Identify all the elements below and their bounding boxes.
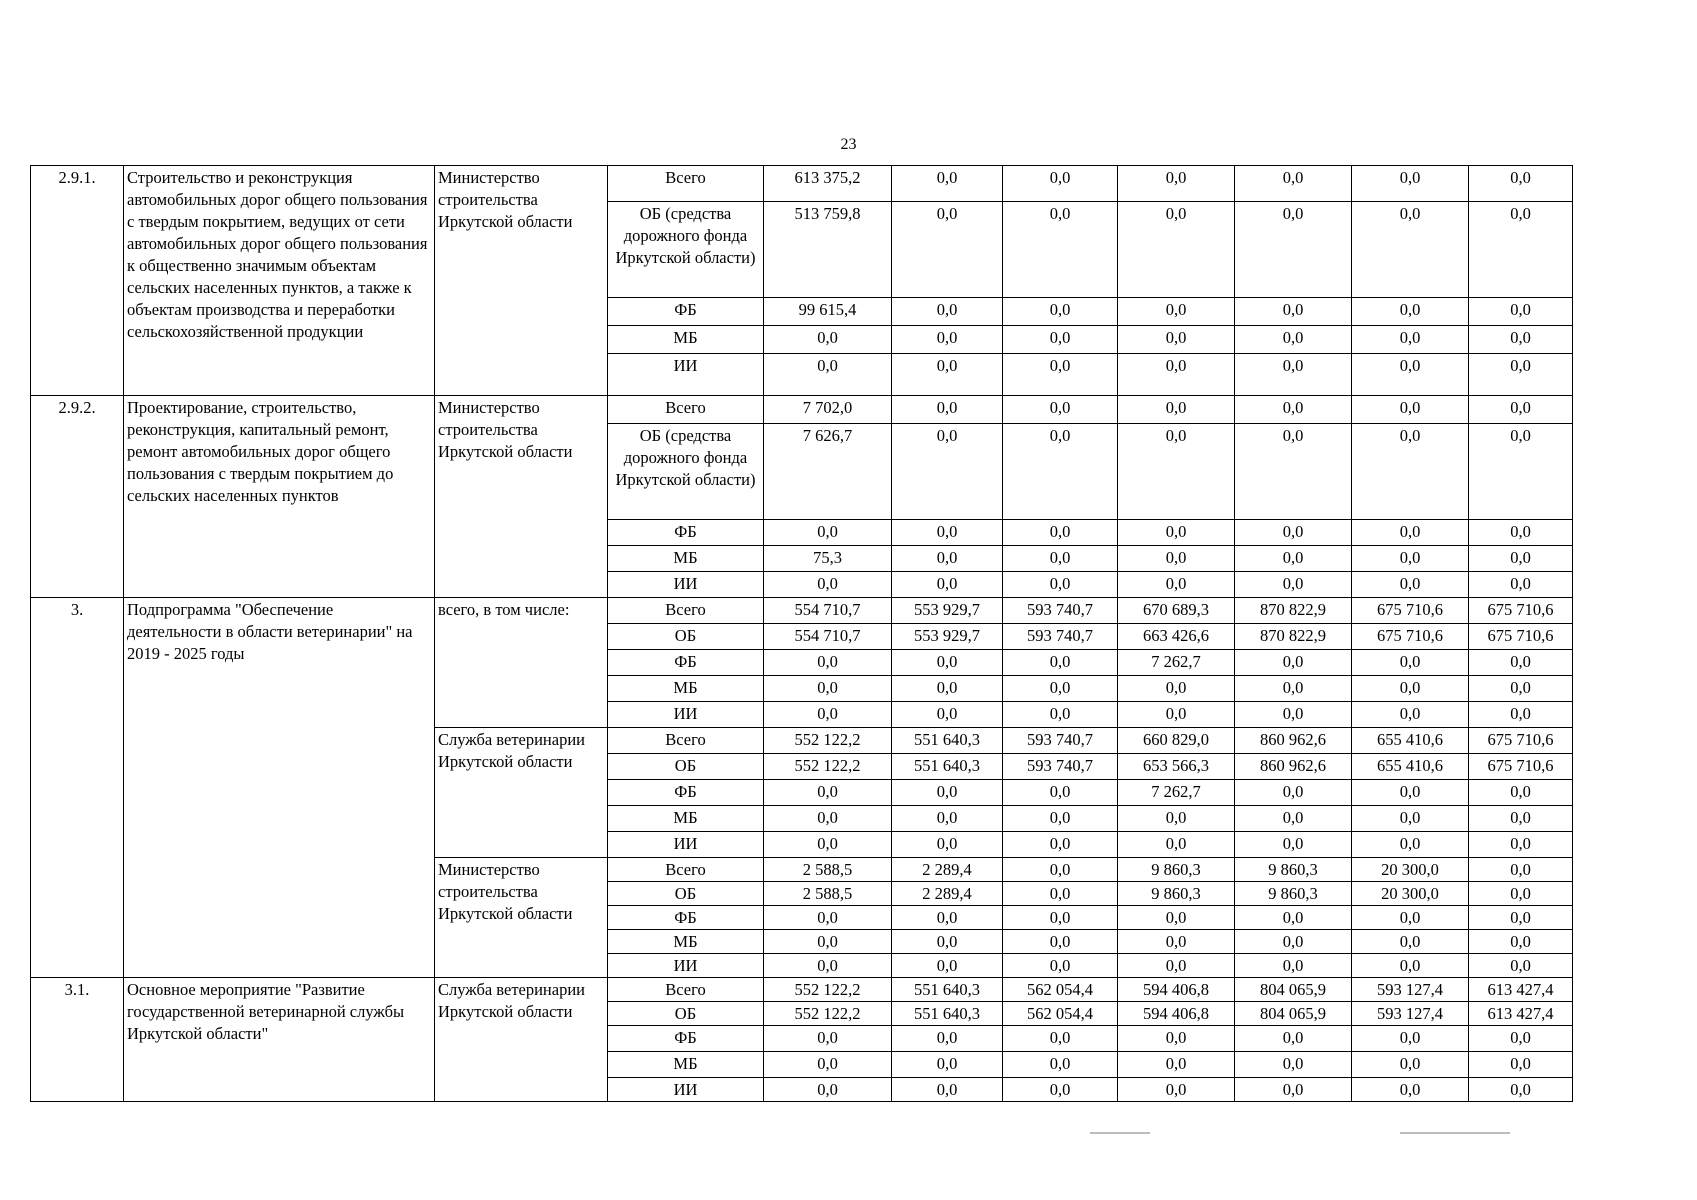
amount-cell: 594 406,8 — [1118, 978, 1235, 1002]
amount-cell: 0,0 — [1118, 906, 1235, 930]
amount-cell: 0,0 — [764, 1078, 892, 1102]
amount-cell: 0,0 — [1118, 424, 1235, 520]
amount-cell: 0,0 — [892, 650, 1003, 676]
amount-cell: 0,0 — [1352, 202, 1469, 298]
amount-cell: 0,0 — [1352, 1052, 1469, 1078]
amount-cell: 0,0 — [1235, 1078, 1352, 1102]
amount-cell: 0,0 — [1118, 930, 1235, 954]
funding-source: МБ — [608, 546, 764, 572]
amount-cell: 593 740,7 — [1003, 598, 1118, 624]
amount-cell: 0,0 — [1352, 832, 1469, 858]
item-number: 3.1. — [31, 978, 124, 1102]
amount-cell: 663 426,6 — [1118, 624, 1235, 650]
amount-cell: 9 860,3 — [1118, 858, 1235, 882]
amount-cell: 804 065,9 — [1235, 1002, 1352, 1026]
amount-cell: 0,0 — [892, 396, 1003, 424]
funding-source: Всего — [608, 396, 764, 424]
amount-cell: 0,0 — [1003, 424, 1118, 520]
amount-cell: 613 427,4 — [1469, 978, 1573, 1002]
amount-cell: 675 710,6 — [1352, 624, 1469, 650]
amount-cell: 660 829,0 — [1118, 728, 1235, 754]
amount-cell: 0,0 — [1469, 546, 1573, 572]
amount-cell: 551 640,3 — [892, 1002, 1003, 1026]
amount-cell: 0,0 — [892, 806, 1003, 832]
funding-source: ИИ — [608, 572, 764, 598]
funding-source: ФБ — [608, 780, 764, 806]
amount-cell: 0,0 — [1352, 298, 1469, 326]
amount-cell: 0,0 — [1352, 520, 1469, 546]
amount-cell: 0,0 — [1469, 906, 1573, 930]
amount-cell: 0,0 — [892, 1026, 1003, 1052]
amount-cell: 0,0 — [764, 806, 892, 832]
amount-cell: 0,0 — [892, 1052, 1003, 1078]
amount-cell: 0,0 — [1352, 650, 1469, 676]
amount-cell: 0,0 — [1469, 858, 1573, 882]
amount-cell: 0,0 — [1352, 1026, 1469, 1052]
funding-source: МБ — [608, 1052, 764, 1078]
table-row — [31, 598, 1573, 624]
amount-cell: 0,0 — [892, 166, 1003, 202]
amount-cell: 0,0 — [1469, 1052, 1573, 1078]
funding-source: МБ — [608, 676, 764, 702]
amount-cell: 0,0 — [1352, 166, 1469, 202]
amount-cell: 0,0 — [1469, 298, 1573, 326]
amount-cell: 0,0 — [764, 326, 892, 354]
amount-cell: 0,0 — [1003, 954, 1118, 978]
amount-cell: 7 262,7 — [1118, 780, 1235, 806]
amount-cell: 0,0 — [1003, 202, 1118, 298]
funding-source: ФБ — [608, 1026, 764, 1052]
amount-cell: 551 640,3 — [892, 728, 1003, 754]
amount-cell: 0,0 — [1118, 832, 1235, 858]
amount-cell: 670 689,3 — [1118, 598, 1235, 624]
funding-source: ОБ (средства дорожного фонда Иркутской области) — [608, 202, 764, 298]
amount-cell: 0,0 — [1352, 572, 1469, 598]
amount-cell: 0,0 — [1118, 354, 1235, 396]
amount-cell: 75,3 — [764, 546, 892, 572]
amount-cell: 0,0 — [892, 326, 1003, 354]
amount-cell: 0,0 — [1235, 1052, 1352, 1078]
amount-cell: 0,0 — [764, 832, 892, 858]
funding-source: ИИ — [608, 702, 764, 728]
amount-cell: 0,0 — [1118, 572, 1235, 598]
amount-cell: 7 626,7 — [764, 424, 892, 520]
amount-cell: 0,0 — [1352, 676, 1469, 702]
amount-cell: 0,0 — [1235, 780, 1352, 806]
amount-cell: 0,0 — [1469, 702, 1573, 728]
amount-cell: 0,0 — [1469, 780, 1573, 806]
amount-cell: 0,0 — [1003, 1052, 1118, 1078]
funding-source: Всего — [608, 978, 764, 1002]
amount-cell: 2 588,5 — [764, 882, 892, 906]
amount-cell: 0,0 — [1235, 326, 1352, 354]
funding-source: ФБ — [608, 650, 764, 676]
amount-cell: 0,0 — [892, 572, 1003, 598]
amount-cell: 0,0 — [1469, 326, 1573, 354]
amount-cell: 860 962,6 — [1235, 728, 1352, 754]
table-row — [31, 978, 1573, 1002]
amount-cell: 552 122,2 — [764, 728, 892, 754]
amount-cell: 0,0 — [764, 520, 892, 546]
amount-cell: 870 822,9 — [1235, 624, 1352, 650]
amount-cell: 0,0 — [1235, 396, 1352, 424]
amount-cell: 0,0 — [1118, 166, 1235, 202]
amount-cell: 0,0 — [1469, 1026, 1573, 1052]
funding-source: ОБ — [608, 624, 764, 650]
amount-cell: 0,0 — [1352, 702, 1469, 728]
amount-cell: 593 740,7 — [1003, 754, 1118, 780]
amount-cell: 0,0 — [1118, 954, 1235, 978]
amount-cell: 870 822,9 — [1235, 598, 1352, 624]
amount-cell: 0,0 — [1235, 930, 1352, 954]
amount-cell: 0,0 — [1469, 806, 1573, 832]
amount-cell: 7 262,7 — [1118, 650, 1235, 676]
amount-cell: 0,0 — [764, 906, 892, 930]
amount-cell: 0,0 — [1352, 354, 1469, 396]
amount-cell: 0,0 — [1003, 858, 1118, 882]
amount-cell: 0,0 — [1352, 906, 1469, 930]
amount-cell: 0,0 — [1003, 806, 1118, 832]
amount-cell: 655 410,6 — [1352, 754, 1469, 780]
scan-artifact — [1400, 1132, 1510, 1134]
amount-cell: 0,0 — [1352, 326, 1469, 354]
table-row — [31, 396, 1573, 424]
amount-cell: 594 406,8 — [1118, 1002, 1235, 1026]
amount-cell: 0,0 — [764, 702, 892, 728]
amount-cell: 0,0 — [1118, 806, 1235, 832]
item-number: 3. — [31, 598, 124, 978]
amount-cell: 0,0 — [1352, 780, 1469, 806]
amount-cell: 0,0 — [1118, 676, 1235, 702]
amount-cell: 0,0 — [1235, 806, 1352, 832]
amount-cell: 0,0 — [1003, 1078, 1118, 1102]
amount-cell: 562 054,4 — [1003, 978, 1118, 1002]
amount-cell: 0,0 — [1118, 1026, 1235, 1052]
amount-cell: 553 929,7 — [892, 598, 1003, 624]
funding-source: Всего — [608, 858, 764, 882]
amount-cell: 0,0 — [1235, 424, 1352, 520]
funding-source: ОБ (средства дорожного фонда Иркутской области) — [608, 424, 764, 520]
amount-cell: 0,0 — [1469, 650, 1573, 676]
amount-cell: 0,0 — [1118, 520, 1235, 546]
amount-cell: 0,0 — [1352, 806, 1469, 832]
funding-source: ФБ — [608, 298, 764, 326]
amount-cell: 2 289,4 — [892, 882, 1003, 906]
responsible-executor: Министерство строительства Иркутской области — [435, 396, 608, 598]
funding-source: ИИ — [608, 954, 764, 978]
amount-cell: 0,0 — [1003, 650, 1118, 676]
amount-cell: 0,0 — [1469, 202, 1573, 298]
amount-cell: 0,0 — [1003, 832, 1118, 858]
amount-cell: 513 759,8 — [764, 202, 892, 298]
amount-cell: 0,0 — [1469, 396, 1573, 424]
amount-cell: 0,0 — [764, 354, 892, 396]
amount-cell: 0,0 — [1469, 354, 1573, 396]
amount-cell: 0,0 — [1235, 832, 1352, 858]
amount-cell: 0,0 — [764, 930, 892, 954]
amount-cell: 593 740,7 — [1003, 624, 1118, 650]
amount-cell: 0,0 — [1352, 930, 1469, 954]
item-name: Подпрограмма "Обеспечение деятельности в области ветеринарии" на 2019 - 2025 годы — [124, 598, 435, 978]
amount-cell: 0,0 — [892, 546, 1003, 572]
amount-cell: 0,0 — [1118, 202, 1235, 298]
responsible-executor: Министерство строительства Иркутской области — [435, 858, 608, 978]
amount-cell: 562 054,4 — [1003, 1002, 1118, 1026]
amount-cell: 0,0 — [1469, 676, 1573, 702]
amount-cell: 0,0 — [1235, 1026, 1352, 1052]
amount-cell: 0,0 — [892, 424, 1003, 520]
amount-cell: 554 710,7 — [764, 624, 892, 650]
funding-source: ОБ — [608, 754, 764, 780]
amount-cell: 0,0 — [1118, 396, 1235, 424]
funding-source: МБ — [608, 806, 764, 832]
amount-cell: 20 300,0 — [1352, 858, 1469, 882]
amount-cell: 551 640,3 — [892, 978, 1003, 1002]
amount-cell: 0,0 — [764, 954, 892, 978]
amount-cell: 0,0 — [1235, 676, 1352, 702]
amount-cell: 0,0 — [764, 780, 892, 806]
amount-cell: 0,0 — [1003, 702, 1118, 728]
amount-cell: 675 710,6 — [1469, 598, 1573, 624]
amount-cell: 0,0 — [764, 650, 892, 676]
amount-cell: 0,0 — [892, 954, 1003, 978]
amount-cell: 0,0 — [1235, 546, 1352, 572]
funding-source: ИИ — [608, 354, 764, 396]
amount-cell: 0,0 — [1235, 354, 1352, 396]
amount-cell: 0,0 — [1003, 354, 1118, 396]
responsible-executor: всего, в том числе: — [435, 598, 608, 728]
funding-source: МБ — [608, 930, 764, 954]
page-number: 23 — [840, 136, 857, 153]
amount-cell: 9 860,3 — [1118, 882, 1235, 906]
funding-source: Всего — [608, 598, 764, 624]
amount-cell: 0,0 — [1469, 954, 1573, 978]
amount-cell: 0,0 — [1235, 650, 1352, 676]
budget-table — [30, 165, 1573, 1102]
amount-cell: 99 615,4 — [764, 298, 892, 326]
amount-cell: 0,0 — [892, 702, 1003, 728]
amount-cell: 0,0 — [892, 1078, 1003, 1102]
amount-cell: 0,0 — [892, 354, 1003, 396]
amount-cell: 0,0 — [1003, 520, 1118, 546]
amount-cell: 552 122,2 — [764, 754, 892, 780]
amount-cell: 0,0 — [892, 520, 1003, 546]
amount-cell: 0,0 — [1118, 298, 1235, 326]
funding-source: ОБ — [608, 1002, 764, 1026]
item-name: Проектирование, строительство, реконструкция, капитальный ремонт, ремонт автомобильных дорог общего пользования с твердым покрытием до сельских населенных пунктов — [124, 396, 435, 598]
funding-source: ФБ — [608, 906, 764, 930]
amount-cell: 613 375,2 — [764, 166, 892, 202]
amount-cell: 0,0 — [1003, 906, 1118, 930]
funding-source: ОБ — [608, 882, 764, 906]
amount-cell: 0,0 — [1469, 930, 1573, 954]
amount-cell: 804 065,9 — [1235, 978, 1352, 1002]
amount-cell: 0,0 — [1235, 572, 1352, 598]
amount-cell: 0,0 — [892, 906, 1003, 930]
item-name: Строительство и реконструкция автомобильных дорог общего пользования с твердым покрытием, ведущих от сети автомобильных дорог общего пользования к общественно значимым объектам сельских населенных пунктов, а также к объектам производства и переработки сельскохозяйственной продукции — [124, 166, 435, 396]
funding-source: ИИ — [608, 832, 764, 858]
amount-cell: 0,0 — [1469, 1078, 1573, 1102]
amount-cell: 0,0 — [1003, 930, 1118, 954]
amount-cell: 0,0 — [764, 1052, 892, 1078]
amount-cell: 0,0 — [1469, 520, 1573, 546]
item-number: 2.9.2. — [31, 396, 124, 598]
amount-cell: 0,0 — [1118, 326, 1235, 354]
amount-cell: 655 410,6 — [1352, 728, 1469, 754]
amount-cell: 0,0 — [1235, 954, 1352, 978]
amount-cell: 0,0 — [1469, 572, 1573, 598]
amount-cell: 0,0 — [1235, 702, 1352, 728]
amount-cell: 9 860,3 — [1235, 882, 1352, 906]
responsible-executor: Служба ветеринарии Иркутской области — [435, 978, 608, 1102]
item-number: 2.9.1. — [31, 166, 124, 396]
amount-cell: 553 929,7 — [892, 624, 1003, 650]
amount-cell: 653 566,3 — [1118, 754, 1235, 780]
amount-cell: 0,0 — [892, 930, 1003, 954]
amount-cell: 0,0 — [892, 676, 1003, 702]
amount-cell: 593 127,4 — [1352, 1002, 1469, 1026]
amount-cell: 0,0 — [764, 1026, 892, 1052]
amount-cell: 0,0 — [1003, 298, 1118, 326]
amount-cell: 0,0 — [1352, 1078, 1469, 1102]
amount-cell: 554 710,7 — [764, 598, 892, 624]
scan-artifact — [1090, 1132, 1150, 1134]
amount-cell: 9 860,3 — [1235, 858, 1352, 882]
amount-cell: 0,0 — [1003, 166, 1118, 202]
amount-cell: 0,0 — [1235, 166, 1352, 202]
amount-cell: 0,0 — [1118, 1052, 1235, 1078]
amount-cell: 0,0 — [1003, 396, 1118, 424]
amount-cell: 0,0 — [1003, 546, 1118, 572]
amount-cell: 0,0 — [1469, 424, 1573, 520]
amount-cell: 0,0 — [1235, 298, 1352, 326]
amount-cell: 675 710,6 — [1469, 624, 1573, 650]
responsible-executor: Служба ветеринарии Иркутской области — [435, 728, 608, 858]
amount-cell: 0,0 — [1352, 396, 1469, 424]
funding-source: ФБ — [608, 520, 764, 546]
amount-cell: 0,0 — [1352, 424, 1469, 520]
item-name: Основное мероприятие "Развитие государственной ветеринарной службы Иркутской области" — [124, 978, 435, 1102]
amount-cell: 0,0 — [892, 202, 1003, 298]
amount-cell: 0,0 — [1235, 906, 1352, 930]
amount-cell: 675 710,6 — [1469, 754, 1573, 780]
amount-cell: 551 640,3 — [892, 754, 1003, 780]
amount-cell: 0,0 — [1235, 520, 1352, 546]
amount-cell: 0,0 — [1003, 572, 1118, 598]
amount-cell: 0,0 — [892, 298, 1003, 326]
amount-cell: 552 122,2 — [764, 978, 892, 1002]
amount-cell: 7 702,0 — [764, 396, 892, 424]
amount-cell: 0,0 — [1118, 702, 1235, 728]
responsible-executor: Министерство строительства Иркутской области — [435, 166, 608, 396]
amount-cell: 860 962,6 — [1235, 754, 1352, 780]
amount-cell: 593 127,4 — [1352, 978, 1469, 1002]
amount-cell: 0,0 — [1003, 1026, 1118, 1052]
amount-cell: 0,0 — [764, 676, 892, 702]
amount-cell: 0,0 — [1003, 326, 1118, 354]
amount-cell: 20 300,0 — [1352, 882, 1469, 906]
amount-cell: 0,0 — [764, 572, 892, 598]
funding-source: Всего — [608, 728, 764, 754]
amount-cell: 0,0 — [1003, 676, 1118, 702]
amount-cell: 613 427,4 — [1469, 1002, 1573, 1026]
amount-cell: 675 710,6 — [1469, 728, 1573, 754]
amount-cell: 0,0 — [1469, 882, 1573, 906]
amount-cell: 593 740,7 — [1003, 728, 1118, 754]
amount-cell: 0,0 — [892, 780, 1003, 806]
amount-cell: 0,0 — [1118, 546, 1235, 572]
amount-cell: 675 710,6 — [1352, 598, 1469, 624]
amount-cell: 2 289,4 — [892, 858, 1003, 882]
amount-cell: 0,0 — [1118, 1078, 1235, 1102]
amount-cell: 0,0 — [1235, 202, 1352, 298]
table-body — [31, 166, 1573, 1102]
funding-source: МБ — [608, 326, 764, 354]
funding-source: Всего — [608, 166, 764, 202]
amount-cell: 0,0 — [1003, 882, 1118, 906]
amount-cell: 552 122,2 — [764, 1002, 892, 1026]
table-row — [31, 166, 1573, 202]
amount-cell: 0,0 — [1352, 546, 1469, 572]
amount-cell: 2 588,5 — [764, 858, 892, 882]
amount-cell: 0,0 — [892, 832, 1003, 858]
amount-cell: 0,0 — [1352, 954, 1469, 978]
amount-cell: 0,0 — [1469, 832, 1573, 858]
amount-cell: 0,0 — [1469, 166, 1573, 202]
amount-cell: 0,0 — [1003, 780, 1118, 806]
funding-source: ИИ — [608, 1078, 764, 1102]
